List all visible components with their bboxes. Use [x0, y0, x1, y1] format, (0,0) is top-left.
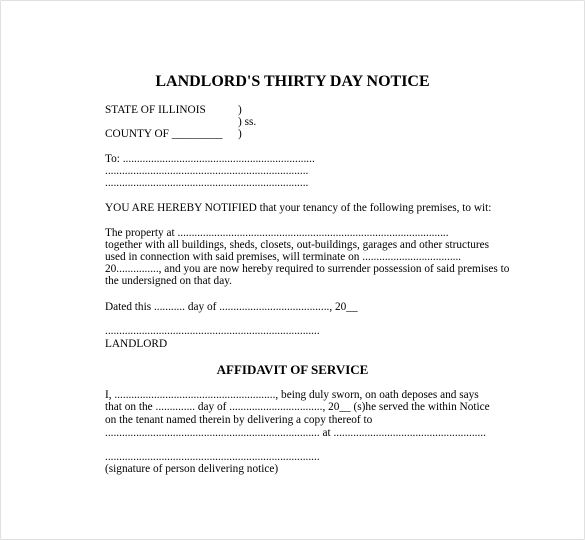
affidavit-line-4: ............................................................................ at ......................................................	[105, 427, 486, 439]
landlord-signature-line: ............................................................................	[105, 325, 320, 337]
dated-line: Dated this ........... day of ......................................., 20__	[105, 301, 358, 313]
server-signature-line: ............................................................................	[105, 451, 320, 463]
landlord-label: LANDLORD	[105, 338, 168, 350]
property-line-4: 20..............., and you are now hereby required to surrender possession of said premises to	[105, 263, 510, 275]
to-line-2: ........................................................................	[105, 165, 309, 177]
affidavit-line-2: that on the .............. day of ................................., 20__ (s)he served the within Notice	[105, 401, 490, 413]
state-label: STATE OF ILLINOIS	[105, 104, 206, 116]
to-line-3: ........................................................................	[105, 177, 309, 189]
county-field: COUNTY OF _________	[105, 128, 223, 140]
affidavit-line-1: I, ........................................................., being duly sworn, on oath deposes and says	[105, 389, 479, 401]
property-line-2: together with all buildings, sheds, closets, out-buildings, garages and other structures	[105, 239, 490, 251]
affidavit-line-3: on the tenant named therein by delivering a copy thereof to	[105, 414, 373, 426]
venue-paren-2: ) ss.	[238, 116, 257, 128]
venue-paren-1: )	[238, 104, 242, 116]
to-line-1: To: ....................................................................	[105, 153, 315, 165]
server-signature-label: (signature of person delivering notice)	[105, 463, 279, 475]
notice-sentence: YOU ARE HEREBY NOTIFIED that your tenancy of the following premises, to wit:	[105, 202, 492, 214]
document-page	[1, 1, 584, 539]
property-line-1: The property at ................................................................................................	[105, 227, 449, 239]
affidavit-title: AFFIDAVIT OF SERVICE	[216, 362, 369, 377]
venue-paren-3: )	[238, 128, 242, 140]
property-line-3: used in connection with said premises, will terminate on ...................................	[105, 251, 462, 263]
property-line-5: the undersigned on that day.	[105, 275, 232, 287]
document-title: LANDLORD'S THIRTY DAY NOTICE	[155, 73, 430, 90]
